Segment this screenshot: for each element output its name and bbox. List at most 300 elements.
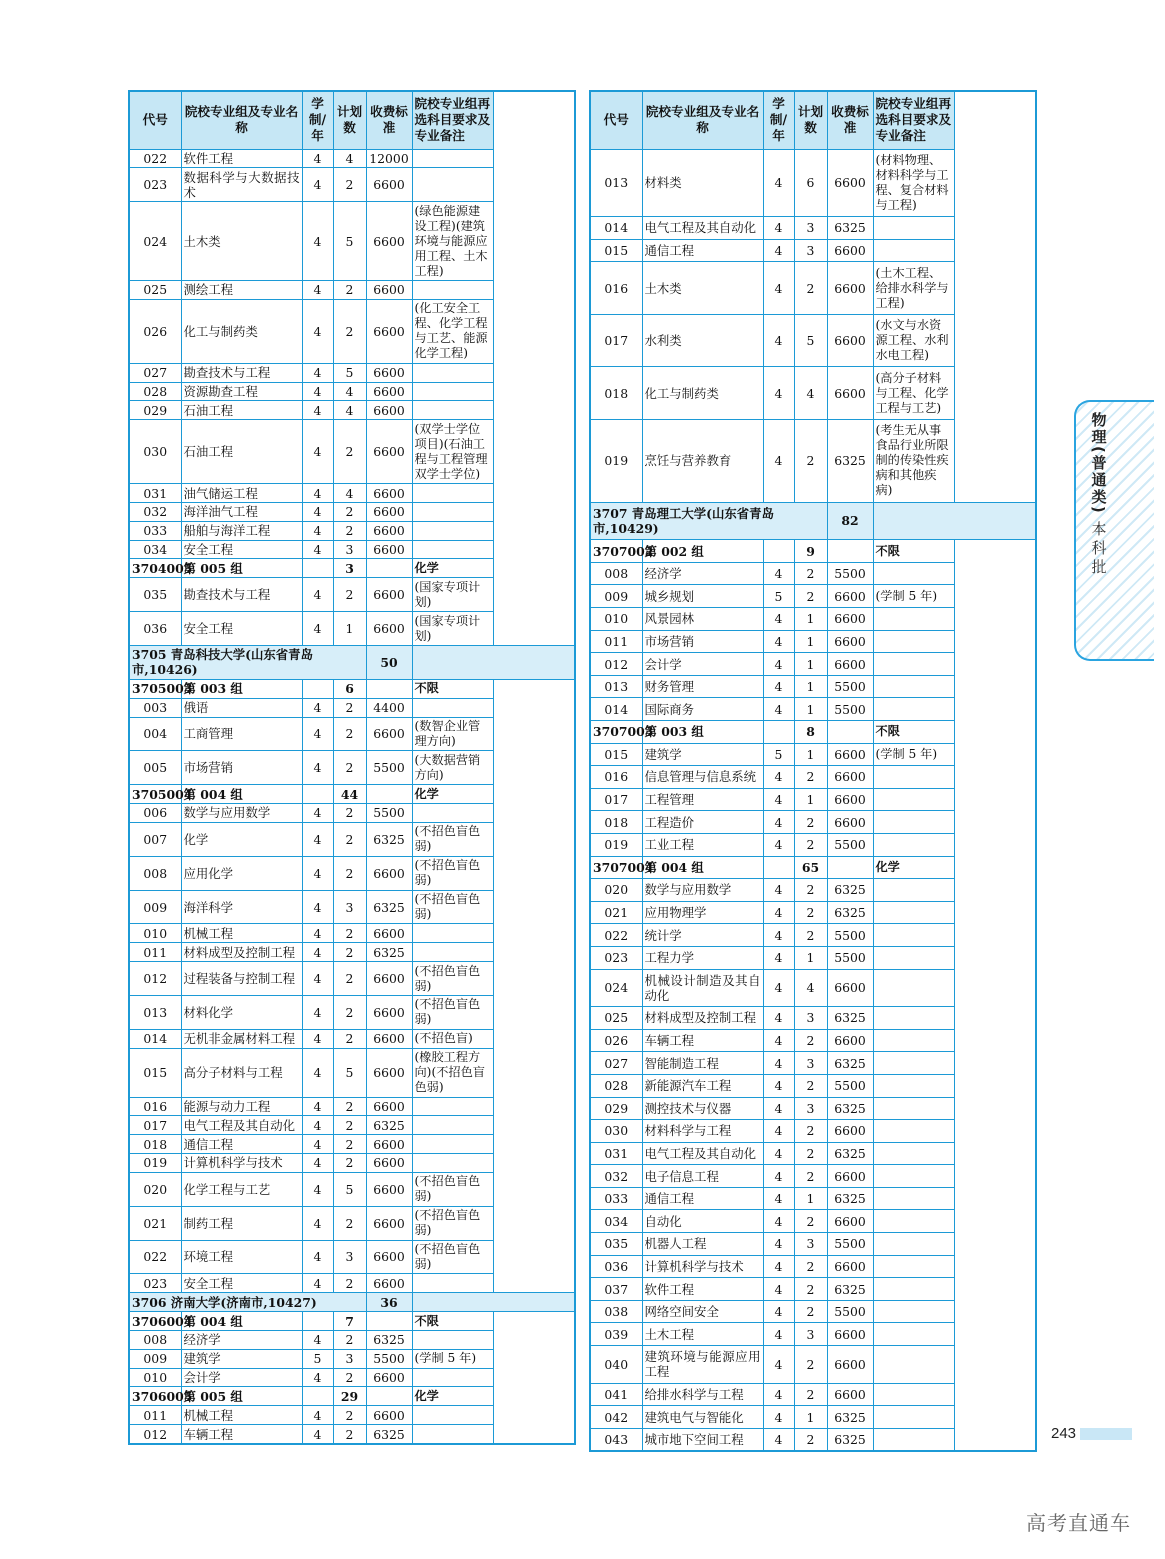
- major-code: 013: [590, 149, 642, 217]
- major-row: [590, 811, 1036, 834]
- major-notes: [873, 788, 955, 811]
- major-code: 015: [590, 743, 642, 766]
- major-code: 030: [129, 420, 181, 484]
- major-name: 测控技术与仪器: [642, 1097, 763, 1120]
- major-name: 电子信息工程: [642, 1165, 763, 1188]
- major-notes: [873, 1165, 955, 1188]
- major-years: 4: [302, 168, 333, 202]
- major-plan: 2: [333, 751, 366, 785]
- major-fee: 6600: [366, 281, 412, 300]
- major-plan: 2: [794, 1346, 827, 1384]
- major-notes: (不招色盲色弱): [412, 856, 494, 890]
- major-plan: 2: [794, 766, 827, 789]
- major-row: [590, 239, 1036, 262]
- watermark: 高考直通车: [1026, 1511, 1131, 1535]
- major-fee: 5500: [827, 946, 873, 969]
- major-years: 4: [763, 924, 794, 947]
- major-plan: 3: [794, 217, 827, 240]
- group-plan: 9: [794, 540, 827, 563]
- major-plan: 2: [794, 262, 827, 315]
- major-plan: 2: [333, 698, 366, 717]
- major-notes: [873, 1255, 955, 1278]
- header-plan: 计划数: [333, 91, 366, 149]
- major-row: [590, 420, 1036, 503]
- major-row: [590, 1278, 1036, 1301]
- major-plan: 6: [794, 149, 827, 217]
- header-notes: 院校专业组再选科目要求及专业备注: [873, 91, 955, 149]
- major-fee: 6325: [366, 1330, 412, 1349]
- major-row: [590, 1346, 1036, 1384]
- major-years: 4: [763, 833, 794, 856]
- major-notes: [873, 1120, 955, 1143]
- major-name: 烹饪与营养教育: [642, 420, 763, 503]
- major-row: [590, 1323, 1036, 1346]
- major-fee: 6325: [827, 879, 873, 902]
- major-code: 029: [129, 401, 181, 420]
- major-name: 安全工程: [181, 612, 302, 646]
- major-name: 建筑学: [181, 1349, 302, 1368]
- major-notes: [873, 1074, 955, 1097]
- major-notes: (考生无从事食品行业所限制的传染性疾病和其他疾病): [873, 420, 955, 503]
- major-fee: 6600: [366, 1154, 412, 1173]
- major-fee: 6600: [366, 521, 412, 540]
- major-notes: [873, 1300, 955, 1323]
- major-plan: 2: [794, 1300, 827, 1323]
- empty-cell: [302, 559, 333, 578]
- major-fee: 6600: [366, 995, 412, 1029]
- major-name: 勘查技术与工程: [181, 363, 302, 382]
- empty-cell: [412, 1293, 575, 1312]
- major-row: [590, 608, 1036, 631]
- major-years: 4: [763, 675, 794, 698]
- major-name: 建筑环境与能源应用工程: [642, 1346, 763, 1384]
- major-notes: [873, 1007, 955, 1030]
- major-name: 机器人工程: [642, 1233, 763, 1256]
- major-row: [590, 314, 1036, 367]
- major-plan: 2: [333, 856, 366, 890]
- empty-cell: [302, 1387, 333, 1406]
- group-name: 第 004 组: [181, 1312, 302, 1331]
- major-years: 4: [302, 890, 333, 924]
- major-name: 石油工程: [181, 401, 302, 420]
- major-row: [129, 751, 575, 785]
- group-subject-requirement: 化学: [412, 785, 494, 804]
- major-code: 023: [129, 168, 181, 202]
- group-name: 第 003 组: [642, 721, 763, 744]
- group-name: 第 004 组: [181, 785, 302, 804]
- major-code: 023: [590, 946, 642, 969]
- group-name: 第 002 组: [642, 540, 763, 563]
- major-years: 4: [302, 1154, 333, 1173]
- major-notes: (学制 5 年): [412, 1349, 494, 1368]
- empty-cell: [366, 559, 412, 578]
- table-header-row: [590, 91, 1036, 149]
- major-plan: 2: [794, 1142, 827, 1165]
- major-code: 020: [590, 879, 642, 902]
- group-subject-requirement: 化学: [873, 856, 955, 879]
- major-fee: 6325: [827, 1187, 873, 1210]
- major-years: 4: [302, 856, 333, 890]
- major-plan: 3: [794, 1052, 827, 1075]
- major-code: 011: [590, 630, 642, 653]
- major-years: 5: [763, 743, 794, 766]
- major-plan: 2: [794, 562, 827, 585]
- major-plan: 2: [794, 1120, 827, 1143]
- major-plan: 4: [333, 401, 366, 420]
- major-plan: 2: [333, 420, 366, 484]
- major-row: [590, 1142, 1036, 1165]
- major-notes: [873, 924, 955, 947]
- major-years: 4: [302, 502, 333, 521]
- major-fee: 6600: [827, 743, 873, 766]
- major-code: 017: [590, 314, 642, 367]
- major-fee: 6325: [366, 1116, 412, 1135]
- group-name: 第 003 组: [181, 679, 302, 698]
- major-fee: 6600: [827, 811, 873, 834]
- major-years: 4: [763, 1029, 794, 1052]
- major-name: 车辆工程: [181, 1425, 302, 1444]
- major-notes: [412, 1154, 494, 1173]
- major-fee: 12000: [366, 149, 412, 168]
- major-years: 4: [302, 1097, 333, 1116]
- major-notes: [873, 833, 955, 856]
- major-row: [590, 1383, 1036, 1406]
- major-code: 039: [590, 1323, 642, 1346]
- group-subject-requirement: 不限: [412, 679, 494, 698]
- major-fee: 5500: [827, 698, 873, 721]
- major-row: [129, 698, 575, 717]
- major-years: 4: [763, 217, 794, 240]
- major-row: [590, 1300, 1036, 1323]
- major-fee: 5500: [827, 1074, 873, 1097]
- major-code: 026: [590, 1029, 642, 1052]
- major-code: 014: [590, 217, 642, 240]
- major-row: [590, 969, 1036, 1007]
- group-code: 3704005: [129, 559, 181, 578]
- major-name: 电气工程及其自动化: [642, 217, 763, 240]
- major-fee: 6600: [366, 1029, 412, 1048]
- major-fee: 6600: [366, 363, 412, 382]
- major-row: [129, 1135, 575, 1154]
- major-plan: 2: [794, 879, 827, 902]
- major-years: 4: [763, 1187, 794, 1210]
- header-name: 院校专业组及专业名称: [642, 91, 763, 149]
- major-notes: [873, 1323, 955, 1346]
- major-name: 软件工程: [181, 149, 302, 168]
- major-years: 4: [763, 1255, 794, 1278]
- side-tab-category: 物理(普通类): [1089, 412, 1108, 515]
- group-row: [590, 856, 1036, 879]
- major-code: 010: [590, 608, 642, 631]
- major-name: 水利类: [642, 314, 763, 367]
- empty-cell: [873, 502, 1036, 540]
- major-row: [590, 630, 1036, 653]
- major-name: 经济学: [642, 562, 763, 585]
- major-row: [129, 202, 575, 281]
- major-plan: 4: [333, 382, 366, 401]
- major-code: 012: [129, 962, 181, 996]
- major-years: 4: [302, 363, 333, 382]
- major-row: [129, 924, 575, 943]
- major-fee: 6600: [827, 608, 873, 631]
- header-code: 代号: [590, 91, 642, 149]
- header-code: 代号: [129, 91, 181, 149]
- major-notes: [873, 1052, 955, 1075]
- major-plan: 3: [333, 540, 366, 559]
- major-plan: 3: [333, 1240, 366, 1274]
- major-years: 4: [302, 401, 333, 420]
- major-plan: 2: [794, 1428, 827, 1451]
- major-row: [129, 1116, 575, 1135]
- major-code: 013: [590, 675, 642, 698]
- major-plan: 3: [333, 1349, 366, 1368]
- major-notes: (不招色盲色弱): [412, 1206, 494, 1240]
- major-row: [129, 1330, 575, 1349]
- major-plan: 2: [794, 1383, 827, 1406]
- major-fee: 6600: [827, 969, 873, 1007]
- major-fee: 6600: [827, 239, 873, 262]
- header-years: 学制/年: [763, 91, 794, 149]
- major-fee: 6600: [366, 1097, 412, 1116]
- major-fee: 6600: [366, 924, 412, 943]
- major-plan: 2: [333, 578, 366, 612]
- major-name: 软件工程: [642, 1278, 763, 1301]
- major-years: 4: [302, 943, 333, 962]
- major-name: 无机非金属材料工程: [181, 1029, 302, 1048]
- major-plan: 2: [333, 1206, 366, 1240]
- major-notes: [412, 1406, 494, 1425]
- major-fee: 4400: [366, 698, 412, 717]
- major-row: [129, 1406, 575, 1425]
- major-years: 4: [302, 1368, 333, 1387]
- major-plan: 4: [333, 484, 366, 503]
- group-row: [129, 785, 575, 804]
- major-fee: 6325: [827, 420, 873, 503]
- major-row: [129, 717, 575, 751]
- major-years: 4: [763, 149, 794, 217]
- major-name: 海洋科学: [181, 890, 302, 924]
- major-name: 计算机科学与技术: [642, 1255, 763, 1278]
- major-fee: 6600: [827, 367, 873, 420]
- major-plan: 2: [333, 299, 366, 363]
- major-fee: 5500: [827, 675, 873, 698]
- major-notes: [412, 401, 494, 420]
- major-code: 007: [129, 822, 181, 856]
- major-plan: 4: [333, 149, 366, 168]
- major-code: 010: [129, 1368, 181, 1387]
- major-plan: 5: [333, 363, 366, 382]
- major-row: [590, 1074, 1036, 1097]
- left-admission-table: [128, 90, 576, 1445]
- major-plan: 4: [794, 367, 827, 420]
- major-row: [129, 995, 575, 1029]
- major-name: 化学工程与工艺: [181, 1172, 302, 1206]
- major-code: 019: [129, 1154, 181, 1173]
- major-row: [129, 382, 575, 401]
- major-notes: [412, 943, 494, 962]
- major-code: 034: [129, 540, 181, 559]
- empty-cell: [366, 679, 412, 698]
- major-fee: 6600: [366, 1172, 412, 1206]
- major-code: 033: [129, 521, 181, 540]
- major-notes: [873, 675, 955, 698]
- empty-cell: [366, 1387, 412, 1406]
- major-code: 018: [590, 811, 642, 834]
- major-plan: 1: [794, 630, 827, 653]
- university-row: [590, 502, 1036, 540]
- major-years: 4: [763, 1142, 794, 1165]
- major-plan: 1: [794, 675, 827, 698]
- major-notes: (绿色能源建设工程)(建筑环境与能源应用工程、土木工程): [412, 202, 494, 281]
- major-row: [129, 540, 575, 559]
- major-row: [590, 743, 1036, 766]
- major-years: 4: [763, 1233, 794, 1256]
- major-name: 材料科学与工程: [642, 1120, 763, 1143]
- major-code: 040: [590, 1346, 642, 1384]
- empty-cell: [827, 721, 873, 744]
- major-fee: 6325: [827, 1278, 873, 1301]
- major-years: 4: [763, 901, 794, 924]
- major-notes: [873, 766, 955, 789]
- header-name: 院校专业组及专业名称: [181, 91, 302, 149]
- major-fee: 6600: [827, 630, 873, 653]
- major-plan: 5: [333, 1172, 366, 1206]
- major-name: 数据科学与大数据技术: [181, 168, 302, 202]
- university-plan-total: 50: [366, 646, 412, 680]
- major-fee: 6600: [366, 1048, 412, 1097]
- major-years: 4: [302, 1029, 333, 1048]
- major-years: 4: [302, 149, 333, 168]
- major-years: 4: [763, 239, 794, 262]
- major-row: [129, 1349, 575, 1368]
- major-plan: 2: [333, 1154, 366, 1173]
- major-plan: 2: [333, 1116, 366, 1135]
- major-code: 036: [590, 1255, 642, 1278]
- group-subject-requirement: 不限: [873, 721, 955, 744]
- major-years: 4: [302, 804, 333, 823]
- major-notes: [873, 630, 955, 653]
- major-fee: 6600: [366, 401, 412, 420]
- major-notes: [873, 653, 955, 676]
- major-fee: 6325: [827, 1428, 873, 1451]
- major-notes: (不招色盲色弱): [412, 1240, 494, 1274]
- university-plan-total: 36: [366, 1293, 412, 1312]
- major-name: 电气工程及其自动化: [642, 1142, 763, 1165]
- major-notes: (大数据营销方向): [412, 751, 494, 785]
- table-header-row: [129, 91, 575, 149]
- major-name: 勘查技术与工程: [181, 578, 302, 612]
- major-years: 4: [302, 1425, 333, 1444]
- major-fee: 5500: [366, 751, 412, 785]
- major-plan: 2: [794, 420, 827, 503]
- major-fee: 6325: [366, 890, 412, 924]
- major-fee: 6600: [827, 766, 873, 789]
- major-fee: 6600: [366, 1206, 412, 1240]
- group-subject-requirement: 不限: [873, 540, 955, 563]
- major-plan: 1: [794, 743, 827, 766]
- major-code: 023: [129, 1274, 181, 1293]
- major-code: 033: [590, 1187, 642, 1210]
- major-plan: 2: [333, 1406, 366, 1425]
- empty-cell: [412, 646, 575, 680]
- major-notes: [873, 1210, 955, 1233]
- major-row: [590, 585, 1036, 608]
- major-plan: 1: [794, 1187, 827, 1210]
- major-years: 4: [302, 382, 333, 401]
- major-code: 025: [590, 1007, 642, 1030]
- major-code: 016: [129, 1097, 181, 1116]
- major-row: [129, 502, 575, 521]
- major-name: 给排水科学与工程: [642, 1383, 763, 1406]
- major-years: 4: [763, 653, 794, 676]
- major-plan: 5: [333, 202, 366, 281]
- major-plan: 2: [794, 1255, 827, 1278]
- major-code: 043: [590, 1428, 642, 1451]
- major-plan: 3: [794, 1097, 827, 1120]
- major-fee: 6325: [827, 1406, 873, 1429]
- major-fee: 6325: [827, 901, 873, 924]
- major-name: 工商管理: [181, 717, 302, 751]
- major-plan: 2: [333, 924, 366, 943]
- major-notes: [873, 1383, 955, 1406]
- major-years: 4: [302, 717, 333, 751]
- major-fee: 6600: [366, 1135, 412, 1154]
- university-row: [129, 646, 575, 680]
- major-years: 4: [302, 924, 333, 943]
- major-fee: 6325: [827, 1142, 873, 1165]
- major-years: 4: [763, 698, 794, 721]
- major-row: [129, 1172, 575, 1206]
- major-notes: [412, 540, 494, 559]
- major-code: 006: [129, 804, 181, 823]
- major-years: 4: [763, 1300, 794, 1323]
- major-row: [129, 420, 575, 484]
- empty-cell: [302, 1312, 333, 1331]
- major-plan: 1: [794, 698, 827, 721]
- major-fee: 6600: [366, 420, 412, 484]
- group-plan: 44: [333, 785, 366, 804]
- major-plan: 2: [333, 962, 366, 996]
- major-code: 014: [590, 698, 642, 721]
- major-code: 005: [129, 751, 181, 785]
- major-fee: 6600: [366, 856, 412, 890]
- major-code: 030: [590, 1120, 642, 1143]
- major-name: 机械设计制造及其自动化: [642, 969, 763, 1007]
- major-years: 4: [763, 1074, 794, 1097]
- major-name: 信息管理与信息系统: [642, 766, 763, 789]
- major-row: [590, 924, 1036, 947]
- major-code: 014: [129, 1029, 181, 1048]
- major-code: 019: [590, 420, 642, 503]
- major-row: [129, 1029, 575, 1048]
- major-plan: 2: [333, 168, 366, 202]
- major-code: 017: [590, 788, 642, 811]
- major-fee: 6600: [366, 578, 412, 612]
- major-plan: 2: [333, 943, 366, 962]
- major-name: 高分子材料与工程: [181, 1048, 302, 1097]
- major-years: 4: [302, 420, 333, 484]
- major-code: 037: [590, 1278, 642, 1301]
- group-row: [129, 1312, 575, 1331]
- major-name: 数学与应用数学: [642, 879, 763, 902]
- major-name: 城市地下空间工程: [642, 1428, 763, 1451]
- major-code: 031: [129, 484, 181, 503]
- major-row: [129, 804, 575, 823]
- major-row: [129, 1425, 575, 1444]
- major-plan: 2: [794, 901, 827, 924]
- major-name: 资源勘查工程: [181, 382, 302, 401]
- major-code: 015: [590, 239, 642, 262]
